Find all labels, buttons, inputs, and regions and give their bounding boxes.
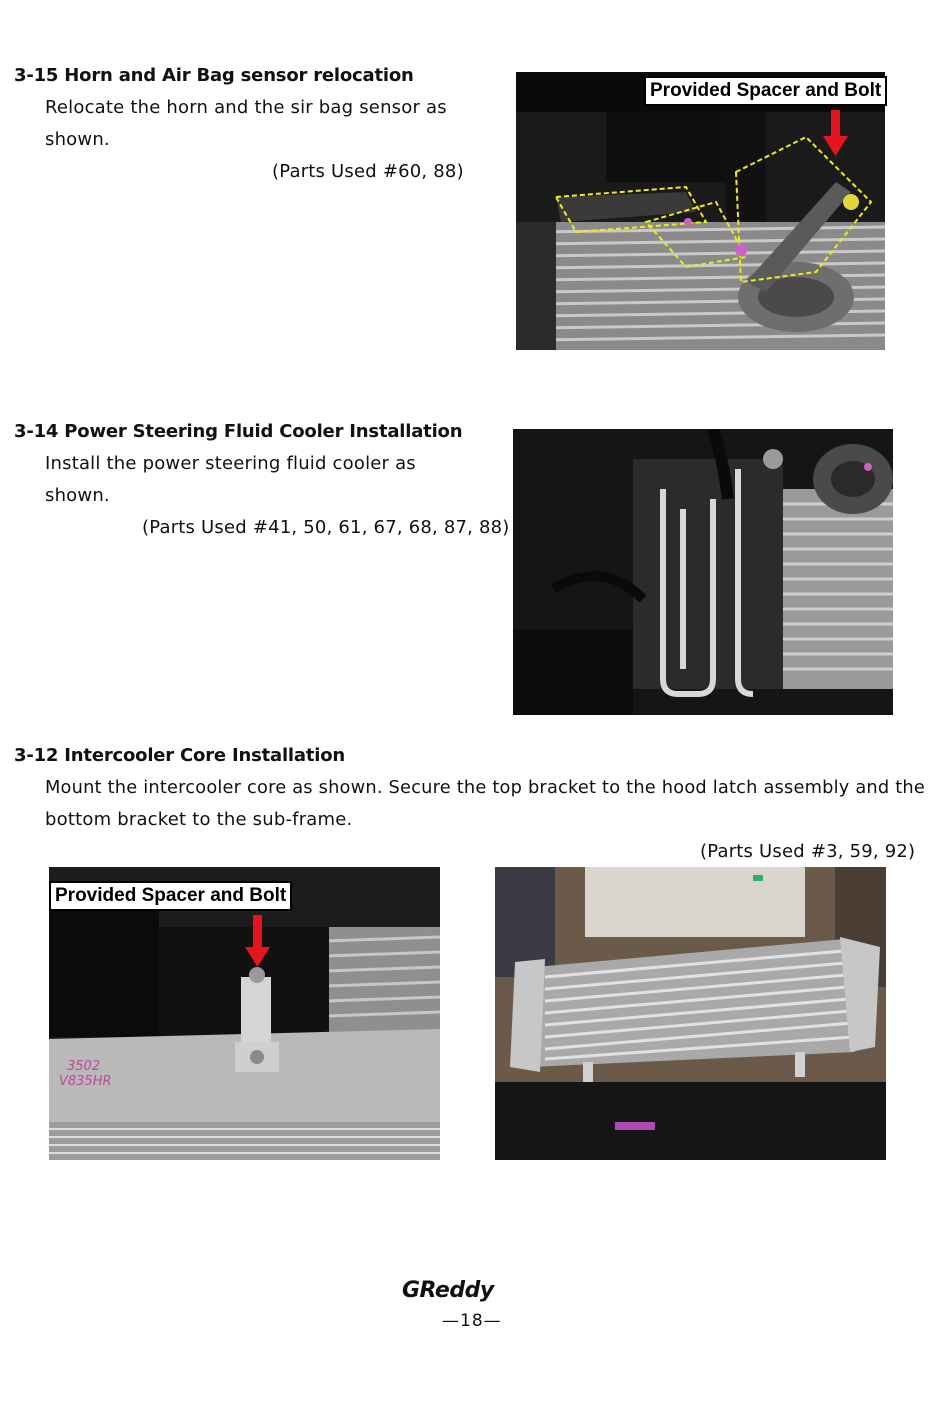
intercooler-core-photo <box>495 867 886 1160</box>
spacer-bolt-callout-top: Provided Spacer and Bolt <box>644 76 887 106</box>
marker-writing-1: 3502 <box>67 1059 101 1074</box>
marker-writing-2: V835HR <box>59 1074 112 1089</box>
horn-airbag-photo <box>516 72 885 350</box>
page-number: —18— <box>442 1311 502 1331</box>
section-3-14-heading: 3-14 Power Steering Fluid Cooler Installation <box>14 421 463 442</box>
section-3-12-body-line1: Mount the intercooler core as shown. Secure the top bracket to the hood latch assembly and the <box>45 777 926 798</box>
section-3-15-heading: 3-15 Horn and Air Bag sensor relocation <box>14 65 414 86</box>
section-3-14-body-line1: Install the power steering fluid cooler as <box>45 453 416 474</box>
spacer-bolt-callout-bottom: Provided Spacer and Bolt <box>49 881 292 911</box>
section-3-12-heading: 3-12 Intercooler Core Installation <box>14 745 345 766</box>
section-3-15-parts: (Parts Used #60, 88) <box>272 161 464 182</box>
section-3-14-parts: (Parts Used #41, 50, 61, 67, 68, 87, 88) <box>142 517 510 538</box>
section-3-14-body-line2: shown. <box>45 485 110 506</box>
section-3-12-body-line2: bottom bracket to the sub-frame. <box>45 809 353 830</box>
ps-cooler-photo <box>513 429 893 715</box>
section-3-12-parts: (Parts Used #3, 59, 92) <box>700 841 916 862</box>
section-3-15-body-line2: shown. <box>45 129 110 150</box>
greddy-logo: GReddy <box>402 1278 494 1303</box>
section-3-15-body-line1: Relocate the horn and the sir bag sensor as <box>45 97 447 118</box>
